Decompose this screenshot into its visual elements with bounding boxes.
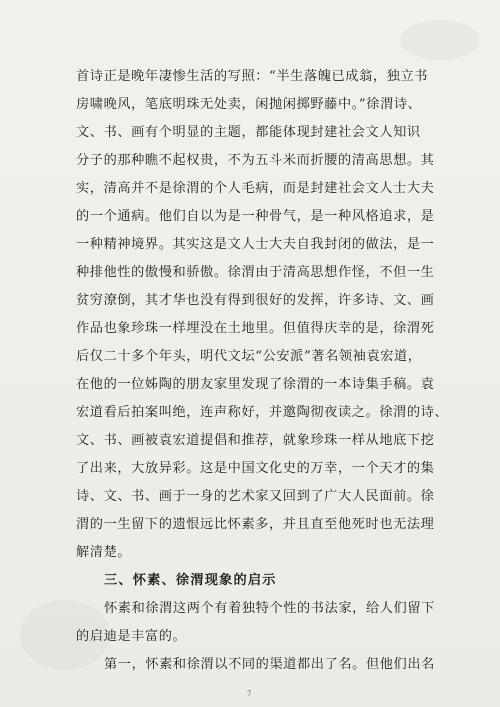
text-line: 实，清高并不是徐渭的个人毛病，而是封建社会文人士大夫: [76, 181, 435, 196]
page-number: 7: [247, 690, 252, 698]
section-heading: 三、怀素、徐渭现象的启示: [104, 573, 277, 588]
text-line: 怀素和徐渭这两个有着独特个性的书法家，给人们留下: [104, 601, 435, 616]
text-line: 作品也象珍珠一样埋没在土地里。但值得庆幸的是，徐渭死: [76, 321, 435, 336]
text-line: 一种精神境界。其实这是文人士大夫自我封闭的做法，是一: [76, 237, 435, 252]
text-line: 后仅二十多个年头，明代文坛“公安派”著名领袖袁宏道，: [76, 349, 422, 364]
text-line: 在他的一位姊陶的朋友家里发现了徐渭的一本诗集手稿。袁: [76, 377, 435, 392]
text-line: 的启迪是丰富的。: [76, 629, 187, 644]
paper-stain: [400, 20, 480, 60]
text-line: 文、书、画被袁宏道提倡和推荐，就象珍珠一样从地底下挖: [76, 433, 435, 448]
text-line: 渭的一生留下的遗恨远比怀素多，并且直至他死时也无法理: [76, 517, 435, 532]
text-line: 房啸晚风，笔底明珠无处卖，闲抛闲掷野藤中。”徐渭诗、: [76, 97, 422, 112]
text-line: 的一个通病。他们自以为是一种骨气，是一种风格追求，是: [76, 209, 435, 224]
text-line: 首诗正是晚年凄惨生活的写照：“半生落魄已成翁，独立书: [76, 69, 429, 84]
text-line: 贫穷潦倒，其才华也没有得到很好的发挥，许多诗、文、画: [76, 293, 435, 308]
text-line: 第一，怀素和徐渭以不同的渠道都出了名。但他们出名: [104, 657, 435, 672]
text-line: 解清楚。: [76, 545, 132, 560]
text-line: 文、书、画有个明显的主题，都能体现封建社会文人知识: [76, 125, 421, 140]
text-line: 分子的那种瞧不起权贵，不为五斗米而折腰的清高思想。其: [76, 153, 435, 168]
text-line: 诗、文、书、画于一身的艺术家又回到了广大人民面前。徐: [76, 489, 435, 504]
text-line: 宏道看后拍案叫绝，连声称好，并邀陶彻夜读之。徐渭的诗、: [76, 405, 449, 420]
text-line: 种排他性的傲慢和骄傲。徐渭由于清高思想作怪，不但一生: [76, 265, 435, 280]
text-line: 了出来，大放异彩。这是中国文化史的万幸，一个天才的集: [76, 461, 435, 476]
